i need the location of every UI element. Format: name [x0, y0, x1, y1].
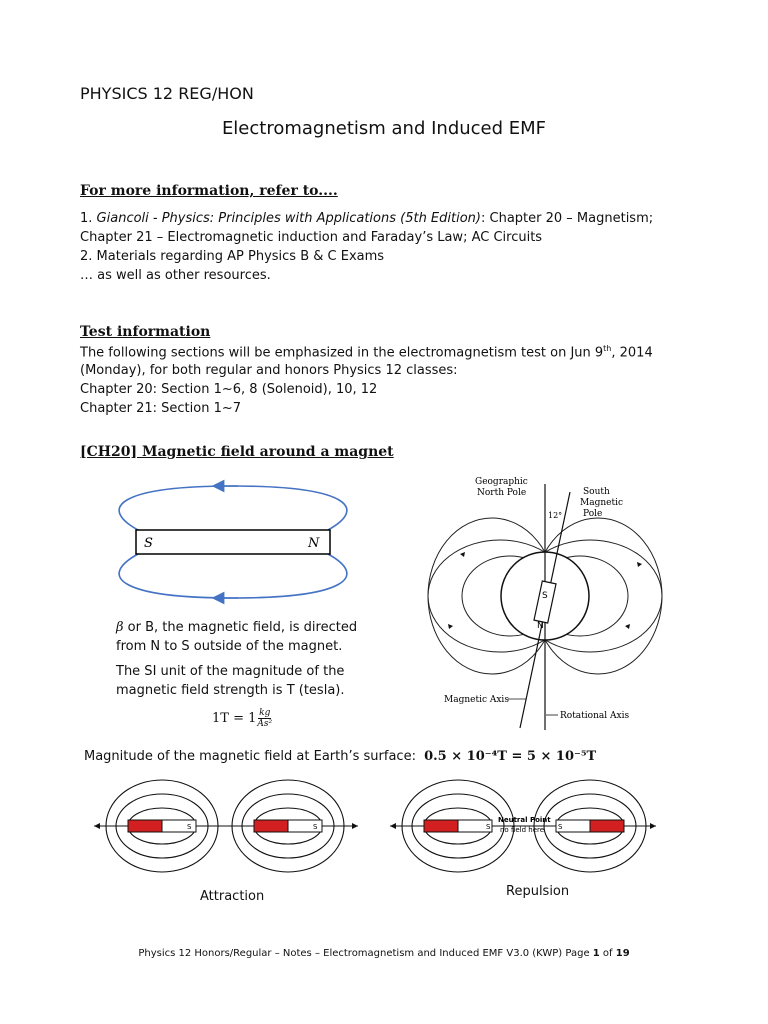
earth-field-label: Magnitude of the magnetic field at Earth’s surface:: [84, 749, 416, 764]
south-mag-label-3: Pole: [583, 509, 603, 519]
test-info-line-4: Chapter 21: Section 1~7: [80, 401, 242, 416]
bar-magnet-field-diagram: [108, 478, 358, 606]
line1-prefix: 1.: [80, 211, 97, 226]
south-mag-label-1: South: [583, 487, 610, 497]
repulsion-label: Repulsion: [506, 884, 570, 899]
more-info-line-2: Chapter 21 – Electromagnetic induction and Faraday’s Law; AC Circuits: [80, 230, 543, 245]
earth-pole-s: S: [542, 591, 548, 601]
tesla-formula: [212, 708, 272, 729]
more-info-line-4: … as well as other resources.: [80, 268, 271, 283]
course-heading: PHYSICS 12 REG/HON: [80, 84, 254, 103]
rep-pole-s-2: S: [558, 823, 563, 831]
more-info-line-3: 2. Materials regarding AP Physics B & C Exams: [80, 249, 385, 264]
south-mag-label-2: Magnetic: [580, 498, 624, 508]
field-direction-text: [116, 618, 357, 656]
tesla-lhs: 1T = 1: [212, 711, 257, 726]
field-desc-1: or B, the magnetic field, is directed: [123, 620, 358, 635]
page-title: Electromagnetism and Induced EMF: [221, 118, 547, 139]
magnetic-axis-label: Magnetic Axis: [444, 695, 509, 705]
si-desc-2: magnetic field strength is T (tesla).: [116, 683, 345, 698]
more-info-line-1: [80, 211, 653, 226]
test-line1-suffix: , 2014: [611, 345, 653, 361]
rep-magnet-1-north: [424, 820, 458, 832]
footer-total: 19: [615, 948, 630, 959]
attraction-diagram: [90, 776, 366, 880]
earth-field-line: [84, 749, 596, 764]
earth-magnetic-field-diagram: [420, 474, 670, 736]
test-info-line-1: [80, 344, 653, 360]
book-title: Giancoli - Physics: Principles with Applications (5th Edition): [96, 211, 481, 226]
angle-label: 12°: [548, 511, 563, 520]
tesla-fraction: [257, 708, 272, 729]
field-desc-2: from N to S outside of the magnet.: [116, 639, 343, 654]
ch20-heading: [CH20] Magnetic field around a magnet: [80, 444, 394, 460]
tesla-denominator: As²: [257, 719, 273, 729]
earth-field-value: 0.5 × 10⁻⁴T = 5 × 10⁻⁵T: [424, 749, 597, 764]
footer-prefix: Physics 12 Honors/Regular – Notes – Electromagnetism and Induced EMF V3.0 (KWP) Page: [138, 948, 593, 959]
test-line1-sup: th: [603, 344, 612, 353]
neutral-point-label-2: no field here: [500, 826, 545, 834]
beta-symbol: β: [116, 620, 124, 635]
test-line1-prefix: The following sections will be emphasized in the electromagnetism test on Jun 9: [80, 345, 604, 361]
footer-of: of: [599, 948, 616, 959]
si-desc-1: The SI unit of the magnitude of the: [116, 664, 345, 679]
neutral-point-label-1: Neutral Point: [498, 816, 551, 824]
geo-north-label-1: Geographic: [475, 477, 528, 487]
geo-north-label-2: North Pole: [477, 488, 527, 498]
si-unit-text: [116, 662, 345, 700]
rep-pole-s-1: S: [486, 823, 491, 831]
line1-suffix: : Chapter 20 – Magnetism;: [481, 211, 654, 226]
repulsion-diagram: [386, 772, 660, 880]
rep-magnet-2-north: [590, 820, 624, 832]
magnet-2-north: [254, 820, 288, 832]
test-info-line-2: (Monday), for both regular and honors Physics 12 classes:: [80, 363, 458, 378]
attraction-label: Attraction: [200, 889, 265, 904]
rotational-axis-label: Rotational Axis: [560, 711, 630, 721]
lower-field-loop: [119, 554, 347, 598]
footer-page: 1: [592, 948, 600, 959]
upper-field-loop: [119, 486, 347, 530]
magnet-1-north: [128, 820, 162, 832]
test-info-line-3: Chapter 20: Section 1~6, 8 (Solenoid), 10, 12: [80, 382, 378, 397]
earth-pole-n: N: [537, 621, 544, 631]
tesla-numerator: kg: [259, 708, 271, 718]
magnet-s-label: S: [144, 536, 153, 551]
test-info-heading: Test information: [80, 324, 211, 340]
page-footer: [0, 948, 768, 959]
attr-pole-s-1: S: [187, 823, 192, 831]
magnet-n-label: N: [308, 536, 320, 551]
attr-pole-s-2: S: [313, 823, 318, 831]
more-info-heading: For more information, refer to....: [80, 183, 338, 199]
bar-magnet: [136, 530, 330, 554]
